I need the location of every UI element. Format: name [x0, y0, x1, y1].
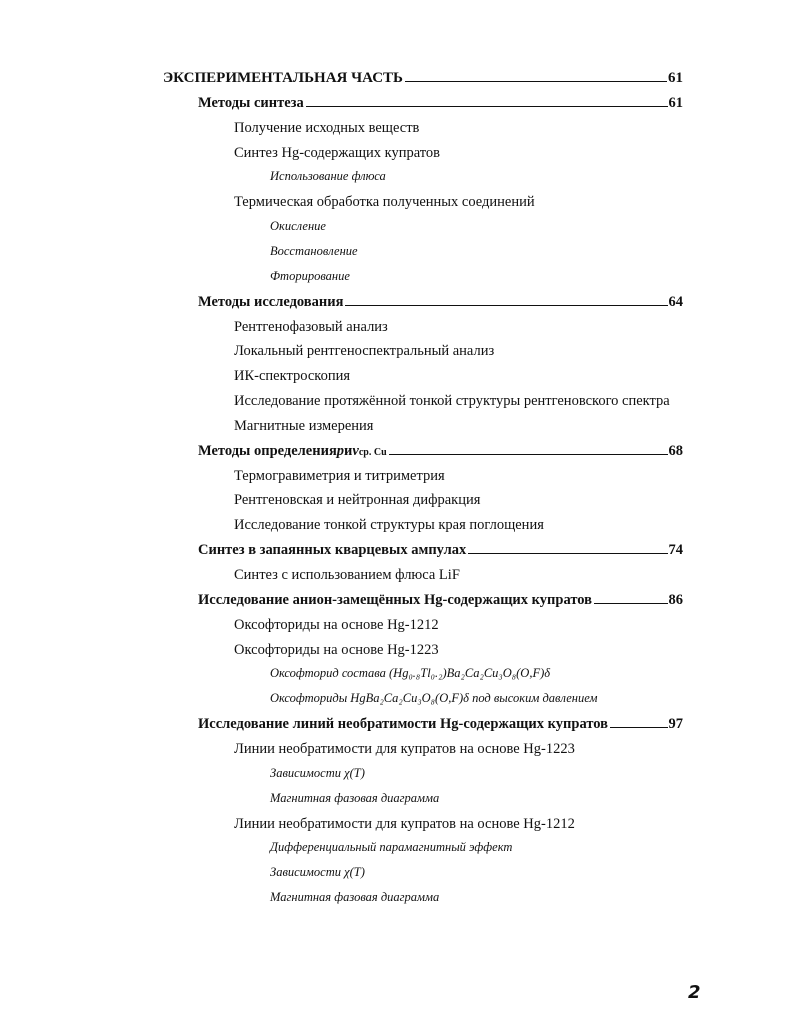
toc-subsubsection [270, 269, 350, 289]
toc-subsubsection [270, 691, 597, 711]
leader-line [345, 305, 667, 306]
toc-entry-text: Магнитная фазовая диаграмма [270, 790, 440, 805]
toc-page-number: 68 [668, 442, 683, 459]
toc-subsubsection [270, 766, 365, 786]
toc-entry-text: Рентгеновская и нейтронная дифракция [234, 492, 481, 509]
toc-entry-text: Термическая обработка полученных соединений [234, 194, 535, 211]
toc-entry-text: Использование флюса [270, 169, 386, 184]
toc-section [198, 294, 683, 314]
toc-subsection [234, 741, 575, 761]
toc-page-number: 97 [668, 716, 683, 733]
toc-entry-text: Термогравиметрия и титриметрия [234, 467, 445, 484]
toc-subsubsection [270, 169, 386, 189]
toc-entry-text: Исследование линий необратимости Hg-содержащих купратов [198, 716, 609, 733]
toc-subsubsection [270, 840, 512, 860]
toc-subsubsection [270, 791, 439, 811]
toc-subsection [234, 120, 419, 140]
toc-entry-text: Синтез в запаянных кварцевых ампулах [198, 542, 467, 559]
toc-entry-text: Рентгенофазовый анализ [234, 318, 388, 335]
toc-subsubsection [270, 219, 326, 239]
toc-entry-text: Линии необратимости для купратов на основе Hg-1223 [234, 740, 575, 757]
toc-entry-text: v [352, 442, 359, 459]
toc-subsection [234, 468, 445, 488]
toc-subsection [234, 517, 544, 537]
toc-section [198, 95, 683, 115]
toc-entry-text: Дифференциальный парамагнитный эффект [270, 840, 513, 855]
toc-section [163, 70, 683, 90]
toc-entry-text: Локальный рентгеноспектральный анализ [234, 343, 495, 360]
toc-entry-text: Окисление [270, 219, 326, 234]
toc-entry-text: Получение исходных веществ [234, 119, 420, 136]
toc-entry-text: Оксофториды на основе Hg-1212 [234, 616, 439, 633]
toc-subsubsection [270, 865, 365, 885]
toc-subsection [234, 617, 439, 637]
toc-subsubsection [270, 890, 439, 910]
toc-entry-text: Оксофториды на основе Hg-1223 [234, 641, 439, 658]
toc-entry-text: Синтез Hg-содержащих купратов [234, 144, 441, 161]
toc-entry-text: Магнитные измерения [234, 417, 374, 434]
toc-entry-text: Зависимости χ(T) [270, 865, 365, 880]
leader-line [405, 81, 667, 82]
toc-entry-text: Линии необратимости для купратов на основе Hg-1212 [234, 815, 575, 832]
toc-entry-text: Методы синтеза [198, 94, 304, 111]
toc-entry-text: Восстановление [270, 243, 358, 258]
toc-section [198, 592, 683, 612]
toc-entry-text: ЭКСПЕРИМЕНТАЛЬНАЯ ЧАСТЬ [163, 70, 403, 86]
toc-entry-text: ИК-спектроскопия [234, 368, 351, 385]
toc-subsection [234, 145, 440, 165]
toc-subsection [234, 642, 439, 662]
toc-entry-text: Методы исследования [198, 293, 344, 310]
toc-section [198, 542, 683, 562]
toc-subsection [234, 567, 460, 587]
leader-line [389, 454, 668, 455]
toc-entry-text: Исследование тонкой структуры края поглощения [234, 517, 544, 534]
toc-subsection [234, 418, 373, 438]
toc-entry-text: Магнитная фазовая диаграмма [270, 890, 440, 905]
toc-section [198, 716, 683, 736]
toc-page-number: 61 [668, 94, 683, 111]
toc-section [198, 443, 683, 463]
toc-entry-text: Оксофторид состава (Hg₀.₈Tl₀.₂)Ba₂Ca₂Cu₃O₈(O,F)δ [270, 666, 551, 681]
toc-subsection [234, 194, 535, 214]
toc-subsection [234, 319, 388, 339]
leader-line [306, 106, 668, 107]
toc-entry-text: Исследование анион-замещённых Hg-содержащих купратов [198, 591, 593, 608]
toc-page-number: 64 [668, 293, 683, 310]
toc-entry-text: Синтез с использованием флюса LiF [234, 567, 460, 583]
toc-page-number: 86 [668, 591, 683, 608]
toc-entry-text: ср. Cu [358, 446, 387, 458]
toc-entry-text: Методы определения [198, 442, 337, 459]
toc-entry-text: и [344, 442, 353, 459]
page-number: 2 [688, 982, 701, 1003]
toc-subsection [234, 368, 350, 388]
toc-entry-text: p [336, 442, 345, 459]
toc-page-number: 74 [668, 542, 683, 559]
toc-subsection [234, 816, 575, 836]
toc-entry-text: Исследование протяжённой тонкой структуры рентгеновского спектра [234, 393, 670, 410]
toc-page-number: 61 [668, 70, 683, 86]
toc-subsection [234, 343, 494, 363]
toc-entry-text: Фторирование [270, 268, 350, 283]
leader-line [468, 553, 667, 554]
toc-subsubsection [270, 244, 358, 264]
toc-subsubsection [270, 666, 550, 686]
leader-line [594, 603, 667, 604]
toc-entry-text: Зависимости χ(T) [270, 765, 365, 780]
toc-entry-text: Оксофториды HgBa₂Ca₂Cu₃O₈(O,F)δ под высоким давлением [270, 691, 598, 706]
leader-line [610, 727, 667, 728]
toc-subsection [234, 492, 480, 512]
toc-subsection [234, 393, 670, 413]
